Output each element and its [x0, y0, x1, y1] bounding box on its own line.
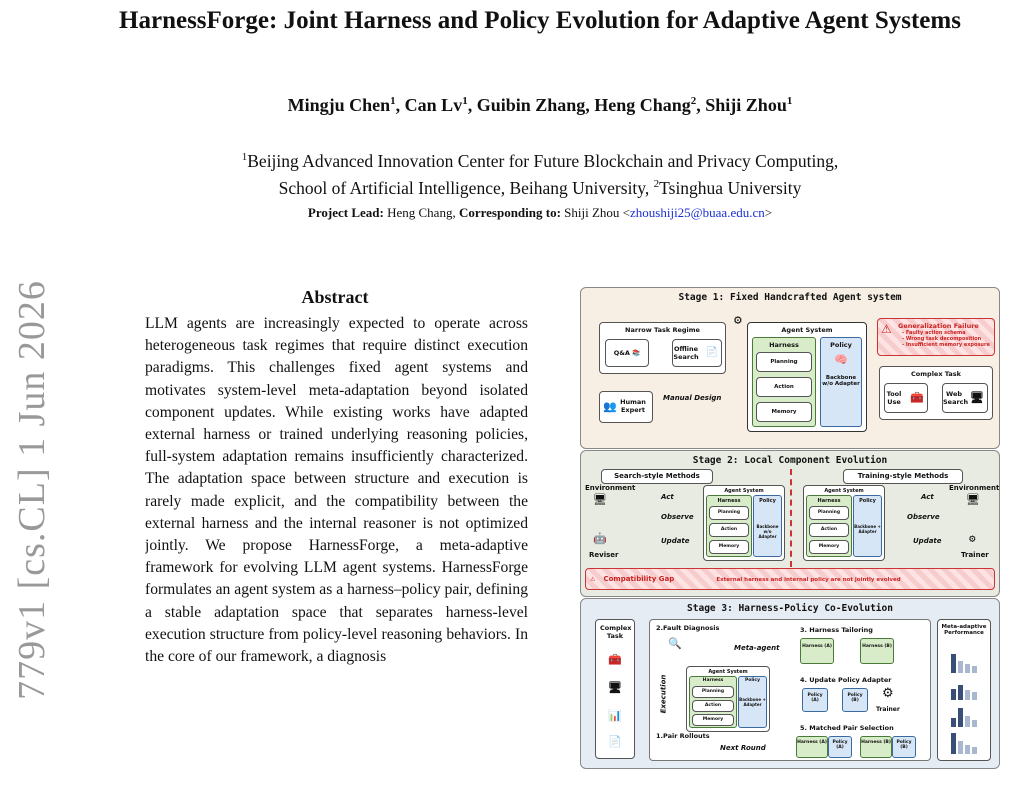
env-left-icon: 🖥: [593, 493, 607, 506]
narrow-task-box: [599, 322, 726, 374]
action-left-label: Action: [720, 527, 738, 532]
stage1-panel: [580, 287, 1000, 449]
execution-label: Execution: [659, 674, 668, 714]
policy-s3-label: Policy: [744, 678, 761, 683]
warning-icon: ⚠: [881, 322, 892, 336]
tool-use-box: [884, 383, 928, 413]
matched-harness-b: [860, 736, 892, 758]
author-name: Mingju Chen: [287, 95, 391, 115]
observe-left-label: Observe: [661, 513, 694, 521]
update-left-label: Update: [661, 537, 690, 545]
gen-failure-label: Generalization Failure: [898, 322, 979, 330]
toolbox-icon: 🧰: [910, 391, 924, 404]
lead-label: Project Lead:: [307, 205, 384, 220]
offline-search-label: Offline Search: [673, 345, 699, 361]
framework-figure: [580, 287, 998, 767]
policy-left-label: Policy: [759, 498, 776, 504]
affiliation-2b: Tsinghua University: [659, 177, 802, 198]
document-icon: 📄: [705, 347, 718, 358]
policy-b-card: [842, 688, 868, 712]
abstract-heading: Abstract: [301, 287, 369, 307]
author-name: Can Lv: [404, 95, 463, 115]
as-s3-label: Agent System: [708, 669, 748, 675]
author-affiliation-sup: 1: [462, 95, 468, 107]
affiliation-2a: School of Artificial Intelligence, Beihang University,: [278, 177, 654, 198]
complex-task-column: [595, 619, 635, 759]
env-right-label: Environment: [949, 484, 1000, 492]
author-affiliation-sup: 1: [786, 95, 793, 107]
settings-doc-icon: 📄: [608, 735, 622, 748]
memory-left: [709, 540, 749, 554]
policy-b-label: Policy (B): [847, 693, 863, 703]
perf-bar: [958, 708, 963, 727]
tool-use-label: Tool Use: [886, 390, 902, 406]
perf-bar: [958, 661, 963, 673]
affiliations: [100, 146, 980, 200]
qa-label: Q&A: [613, 349, 630, 357]
perf-bar: [965, 664, 970, 673]
perf-bar: [951, 689, 956, 700]
failure-1: - Faulty action schema: [902, 330, 966, 336]
gear-icon: ⚙: [882, 686, 894, 701]
planning-left-label: Planning: [717, 510, 741, 515]
corr-email-link[interactable]: zhoushiji25@buaa.edu.cn: [630, 205, 765, 220]
memory-box: [756, 402, 812, 422]
perf-bar: [972, 720, 977, 727]
perf-bar: [972, 666, 977, 673]
policy-left: [753, 495, 782, 557]
action-right-label: Action: [820, 527, 838, 532]
planning-right: [809, 506, 849, 520]
harness-a-card: [800, 638, 834, 664]
matched-ha-label: Harness (A): [797, 740, 827, 745]
harness-right-label: Harness: [817, 498, 841, 504]
harness-left: [706, 495, 752, 557]
harness-b-label: Harness (B): [862, 644, 892, 649]
human-expert-label: Human Expert: [620, 398, 646, 414]
agent-system-right: [803, 485, 885, 561]
update-right-label: Update: [913, 537, 942, 545]
memory-label: Memory: [771, 409, 797, 415]
harness-right: [806, 495, 852, 557]
aff-sup-1: 1: [241, 151, 248, 163]
person-icon: 👥: [603, 400, 617, 413]
policy-box: [820, 337, 862, 427]
training-methods-label: Training-style Methods: [857, 472, 949, 480]
memory-s3: [692, 714, 734, 726]
as-right-label: Agent System: [824, 488, 864, 494]
planning-s3: [692, 686, 734, 698]
corr-name: Shiji Zhou <: [564, 205, 631, 220]
corr-end: >: [764, 205, 773, 220]
abstract-text: LLM agents are increasingly expected to operate across heterogeneous task regimes that require distinct execution paradigms. This challenges fixed agent systems and motivates system-level meta-adaptation beyond isolated component updates. While existing works have adapted external harness or trained underlying reasoning policies, full-system adaptation remains insufficiently characterized. The adaptation space between structure and execution is rarely made explicit, and the compatibility between the external harness and the internal reasoner is not optimized jointly. We propose HarnessForge, a meta-adaptive framework for evolving LLM agent systems. HarnessForge formulates an agent system as a harness–policy pair, defining a stable adaptation space that separates harness-level execution structure from policy-level reasoning behaviors. In the core of our framework, a diagnosis: [145, 315, 528, 666]
perf-bar: [965, 745, 970, 754]
manual-design-label: Manual Design: [663, 394, 722, 402]
author-name: Guibin Zhang: [476, 95, 586, 115]
stage2-divider: [790, 469, 792, 567]
reviser-icon: 🤖: [593, 532, 607, 545]
backbone-label: Backbone w/o Adapter: [822, 375, 860, 387]
co-evolution-loop: [649, 619, 931, 761]
policy-a-label: Policy (A): [807, 693, 823, 703]
perf-bar: [972, 692, 977, 700]
complex-task-s3-label: Complex Task: [600, 624, 632, 640]
paper-title: HarnessForge: Joint Harness and Policy Evolution for Adaptive Agent Systems: [119, 7, 961, 34]
perf-bar: [951, 733, 956, 754]
pair-rollouts-label: 1.Pair Rollouts: [656, 732, 710, 740]
planning-s3-label: Planning: [701, 689, 725, 694]
toolbox-icon: 🧰: [608, 653, 622, 666]
search-methods-label: Search-style Methods: [614, 472, 700, 480]
warning-icon: ⚠: [590, 576, 596, 583]
author-affiliation-sup: 1: [390, 95, 396, 107]
complex-task-label: Complex Task: [911, 370, 961, 378]
act-left-label: Act: [661, 493, 674, 501]
policy-label: Policy: [830, 341, 852, 349]
fault-diagnosis-label: 2.Fault Diagnosis: [656, 624, 720, 632]
harness-a-label: Harness (A): [802, 644, 832, 649]
action-left: [709, 523, 749, 537]
perf-bar: [972, 747, 977, 754]
training-methods-header: [843, 469, 963, 484]
memory-left-label: Memory: [718, 544, 740, 549]
planning-right-label: Planning: [817, 510, 841, 515]
planning-label: Planning: [770, 359, 798, 365]
matched-hb-label: Harness (B): [861, 740, 891, 745]
narrow-task-label: Narrow Task Regime: [625, 326, 700, 334]
matched-harness-a: [796, 736, 828, 758]
policy-right: [853, 495, 882, 557]
meta-perf-label: Meta-adaptive Performance: [941, 624, 987, 636]
author-name: Shiji Zhou: [705, 95, 787, 115]
planning-left: [709, 506, 749, 520]
agent-system-box: [747, 322, 867, 432]
matched-pair-label: 5. Matched Pair Selection: [800, 724, 894, 732]
perf-bar: [965, 716, 970, 727]
compat-gap-label: Compatibility Gap: [603, 575, 675, 583]
browser-icon: 🖥: [608, 681, 622, 694]
perf-bar: [951, 654, 956, 673]
matched-policy-b: [892, 736, 916, 758]
perf-bars-area: [948, 646, 982, 754]
author-affiliation-sup: 2: [690, 95, 697, 107]
books-icon: 📚: [632, 349, 641, 357]
meta-perf-box: [937, 619, 991, 761]
matched-pa-label: Policy (A): [832, 740, 848, 750]
harness-s3: [689, 676, 737, 728]
stage2-panel: [580, 450, 1000, 597]
compat-desc: External harness and internal policy are not jointly evolved: [716, 577, 901, 583]
policy-right-label: Policy: [859, 498, 876, 504]
browser-icon: 🖥: [970, 391, 984, 404]
generalization-failure-box: [877, 318, 995, 356]
harness-b-card: [860, 638, 894, 664]
failure-2: - Wrong task decomposition: [902, 336, 982, 342]
backbone-s3-label: Backbone + Adapter: [739, 697, 766, 707]
backbone-left-label: Backbone w/o Adapter: [756, 524, 779, 539]
arxiv-stamp: 779v1 [cs.CL] 1 Jun 2026: [11, 280, 53, 700]
search-methods-header: [601, 469, 713, 484]
agent-system-left: [703, 485, 785, 561]
update-adapter-label: 4. Update Policy Adapter: [800, 676, 892, 684]
backbone-right-label: Backbone + Adapter: [854, 524, 881, 534]
act-right-label: Act: [921, 493, 934, 501]
memory-s3-label: Memory: [702, 717, 724, 722]
trainer-icon: ⚙: [969, 532, 976, 545]
harness-s3-label: Harness: [702, 678, 724, 683]
action-label: Action: [774, 384, 794, 390]
trainer-label: Trainer: [961, 551, 989, 559]
stage2-title: Stage 2: Local Component Evolution: [692, 455, 888, 466]
chart-icon: 📊: [608, 709, 622, 722]
action-s3-label: Action: [704, 703, 722, 708]
qa-box: [605, 339, 649, 367]
magnifier-icon: 🔍: [668, 637, 682, 650]
reviser-label: Reviser: [589, 551, 619, 559]
human-expert-box: [599, 391, 653, 423]
complex-task-box: [879, 366, 993, 420]
lead-name: Heng Chang,: [387, 205, 456, 220]
env-left-label: Environment: [585, 484, 636, 492]
action-right: [809, 523, 849, 537]
memory-right-label: Memory: [818, 544, 840, 549]
harness-left-label: Harness: [717, 498, 741, 504]
as-left-label: Agent System: [724, 488, 764, 494]
brain-icon: 🧠: [834, 353, 848, 366]
harness-tailoring-label: 3. Harness Tailoring: [800, 626, 873, 634]
policy-s3: [738, 676, 767, 728]
perf-bar: [958, 685, 963, 700]
web-search-label: Web Search: [943, 390, 969, 406]
stage3-panel: [580, 598, 1000, 769]
agent-system-s3: [686, 666, 770, 732]
policy-a-card: [802, 688, 828, 712]
planning-box: [756, 352, 812, 372]
next-round-label: Next Round: [720, 744, 766, 752]
trainer-s3-label: Trainer: [876, 706, 900, 713]
failure-3: - Insufficient memory exposure: [902, 342, 990, 348]
observe-right-label: Observe: [907, 513, 940, 521]
author-list: Mingju Chen$^1$, Can Lv$^1$, Guibin Zhang, Heng Chang$^2$, Shiji Zhou$^1$: [287, 95, 793, 115]
gear-icon: ⚙: [734, 313, 742, 328]
harness-label: Harness: [769, 341, 799, 349]
aff-sup-2: 2: [653, 177, 660, 190]
matched-pb-label: Policy (B): [896, 740, 912, 750]
author-name: Heng Chang: [594, 95, 691, 115]
perf-bar: [951, 718, 956, 727]
web-search-box: [942, 383, 988, 413]
action-s3: [692, 700, 734, 712]
perf-bar: [958, 741, 963, 754]
harness-box: [752, 337, 816, 427]
matched-policy-a: [828, 736, 852, 758]
meta-agent-label: Meta-agent: [734, 644, 780, 652]
compat-gap-bar: [585, 568, 995, 590]
offline-search-box: [672, 339, 722, 367]
affiliation-1: Beijing Advanced Innovation Center for Future Blockchain and Privacy Computing,: [247, 150, 839, 171]
env-right-icon: 🖥: [966, 493, 980, 506]
action-box: [756, 377, 812, 397]
project-lead-line: [100, 205, 980, 221]
agent-system-label: Agent System: [781, 326, 833, 334]
memory-right: [809, 540, 849, 554]
corr-label: Corresponding to:: [458, 205, 561, 220]
perf-bar: [965, 690, 970, 700]
stage3-title: Stage 3: Harness-Policy Co-Evolution: [687, 603, 893, 614]
stage1-title: Stage 1: Fixed Handcrafted Agent system: [678, 292, 902, 303]
